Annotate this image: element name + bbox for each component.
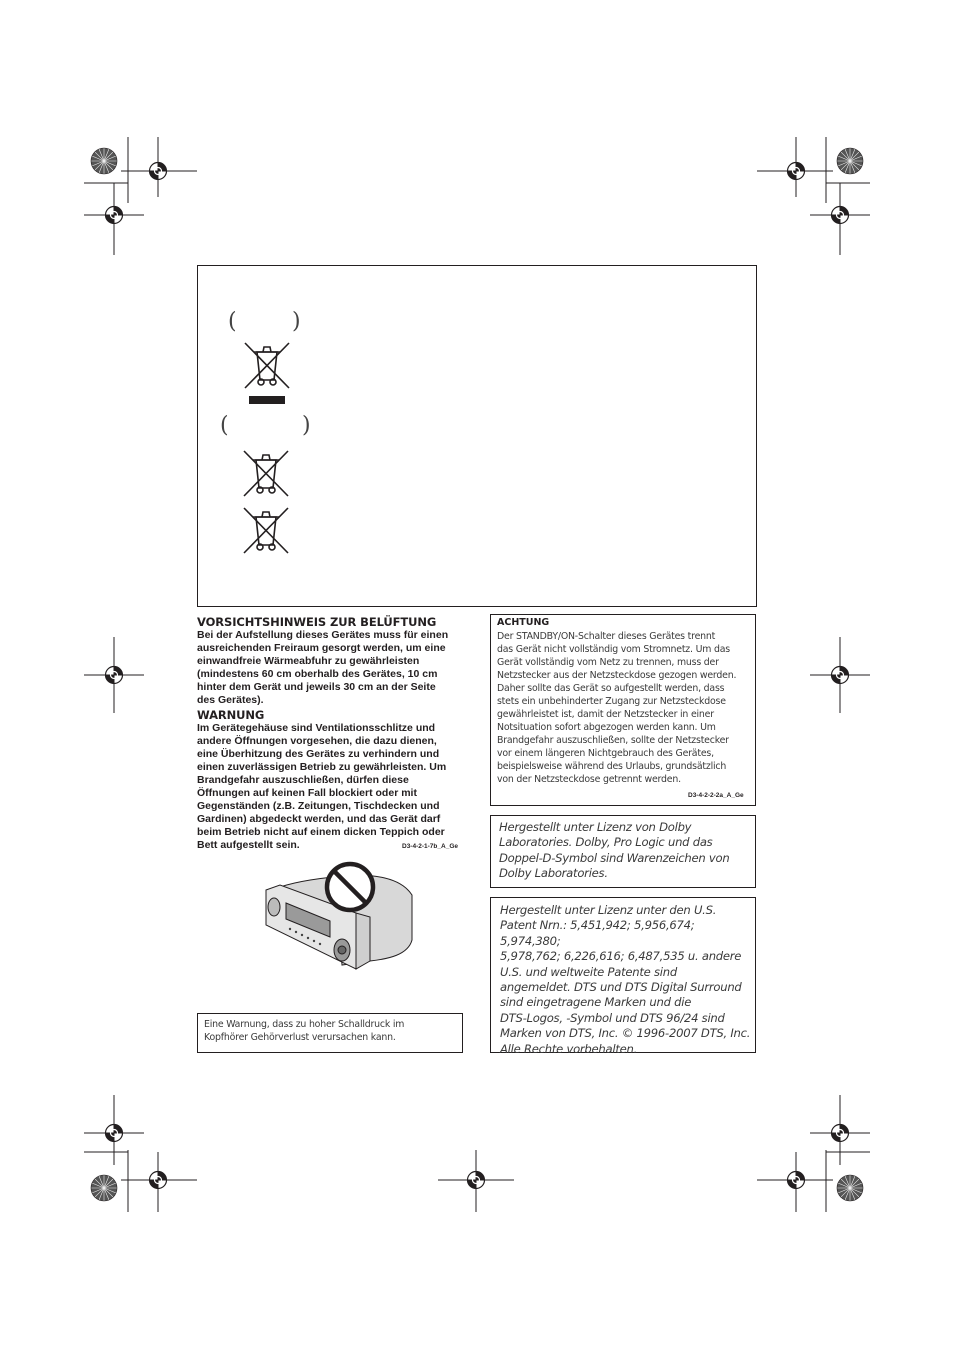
receiver-covered-prohibited-icon [258, 855, 428, 980]
headphone-warning-text: Eine Warnung, dass zu hoher Schalldruck im Kopfhörer Gehörverlust verursachen kann. [204, 1019, 405, 1043]
crossed-bin-icon [237, 340, 297, 392]
left-paren: ( [220, 413, 229, 438]
dolby-license-text: Hergestellt unter Lizenz von Dolby Laboratories. Dolby, Pro Logic und das Doppel-D-Symbol sind Warenzeichen von Dolby Laboratories. [499, 820, 730, 881]
right-paren: ) [292, 309, 301, 334]
warning-reference-code: D3-4-2-1-7b_A_Ge [402, 843, 458, 850]
ventilation-text: Bei der Aufstellung dieses Gerätes muss für einen ausreichenden Freiraum gesorgt werden, um eine einwandfreie Wärmeabfuhr zu gewährleisten (mindestens 60 cm oberhalb des Gerätes, 10 cm hinter dem Gerät und jeweils 30 cm an der Seite des Gerätes). [197, 629, 449, 706]
warning-heading: WARNUNG [197, 708, 265, 722]
crossed-bin-icon [236, 448, 296, 500]
right-paren: ) [302, 413, 311, 438]
ventilation-heading: VORSICHTSHINWEIS ZUR BELÜFTUNG [197, 615, 437, 629]
attention-text: Der STANDBY/ON-Schalter dieses Gerätes trennt das Gerät nicht vollständig vom Stromnetz. Um das Gerät vollständig vom Netz zu trennen, muss der Netzstecker aus der Netzsteckdose gezogen werden. Daher sollte das Gerät so aufgestellt werden, dass stets ein unbehinderter Zugang zur Netzsteckdose gewährleistet ist, damit der Netzstecker in einer Notsituation sofort abgezogen werden kann. Um Brandgefahr auszuschließen, sollte der Netzstecker vor einem längeren Nichtgebrauch des Gerätes, beispielsweise während des Urlaubs, grundsätzlich von der Netzsteckdose getrennt werden. [497, 631, 737, 785]
warning-text: Im Gerätegehäuse sind Ventilationsschlitze und andere Öffnungen vorgesehen, die dazu dienen, eine Überhitzung des Gerätes zu verhindern und einen zuverlässigen Betrieb zu gewährleisten. Um Brandgefahr auszuschließen, dürfen diese Öffnungen auf keinen Fall blockiert oder mit Gegenständen (z.B. Zeitungen, Tischdecken und Gardinen) abgedeckt werden, und das Gerät darf beim Betrieb nicht auf einem dicken Teppich oder Bett aufgestellt sein. [197, 722, 447, 851]
left-paren: ( [228, 309, 237, 334]
attention-heading: ACHTUNG [497, 617, 550, 628]
dts-license-text: Hergestellt unter Lizenz unter den U.S. Patent Nrn.: 5,451,942; 5,956,674; 5,974,380; 5,978,762; 6,226,616; 6,487,535 u. andere U.S. und weltweite Patente sind angemeldet. DTS und DTS Digital Surround sind eingetragene Marken und die DTS-Logos, -Symbol und DTS 96/24 sind Marken von DTS, Inc. © 1996-2007 DTS, Inc. Alle Rechte vorbehalten. [500, 903, 751, 1056]
solid-bar [249, 396, 285, 404]
crossed-bin-icon [236, 505, 296, 557]
attention-reference-code: D3-4-2-2-2a_A_Ge [688, 792, 744, 799]
